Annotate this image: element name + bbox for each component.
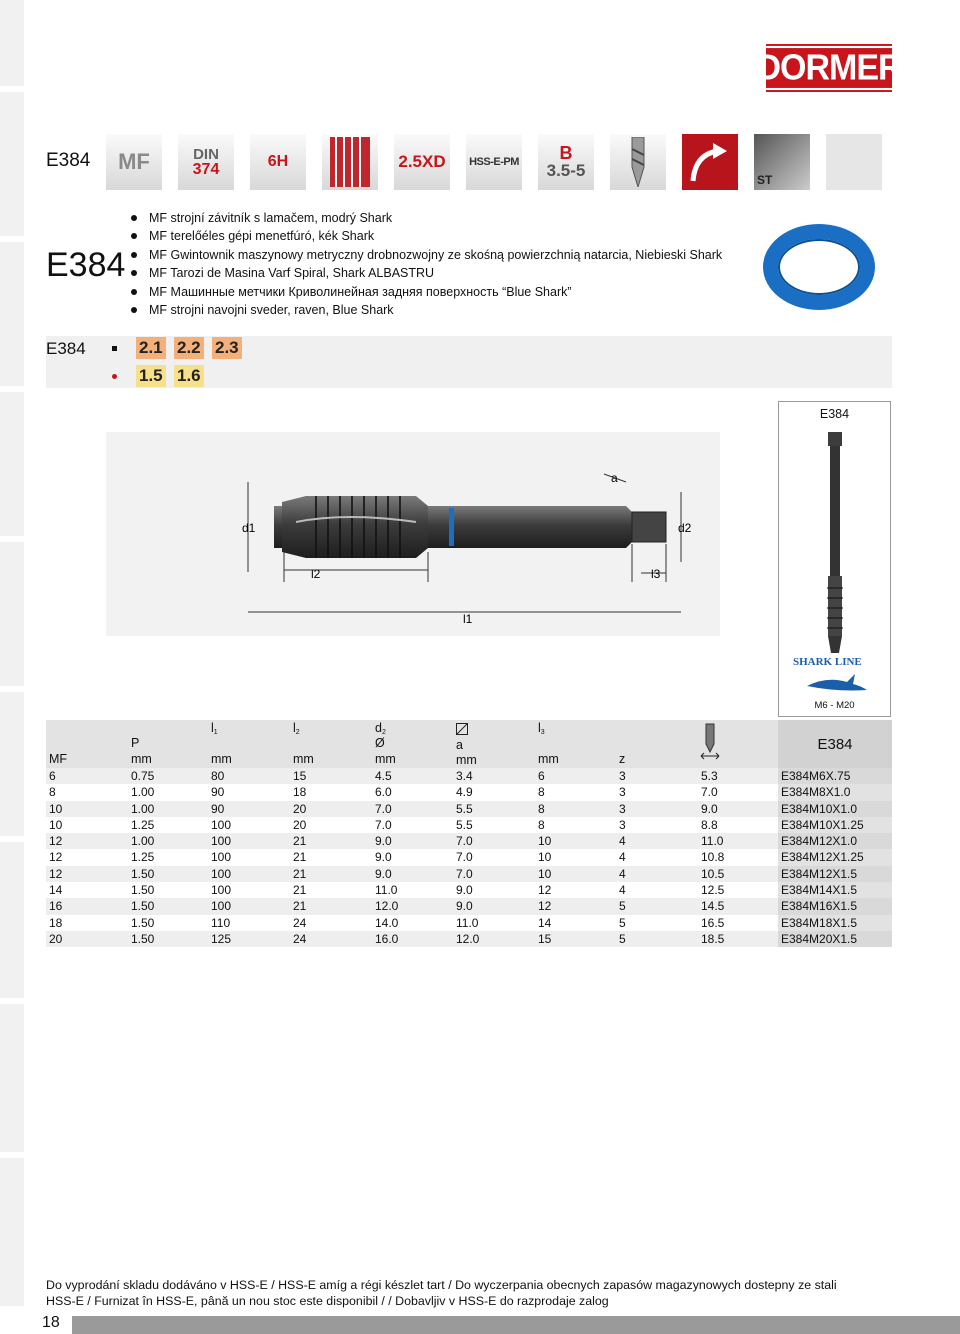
cell-l3: 15 [538, 931, 552, 946]
cell-a: 3.4 [456, 769, 473, 783]
cell-mf: 12 [49, 834, 63, 849]
blank-icon [826, 134, 882, 190]
cell-d2: 4.5 [375, 769, 392, 783]
icon-label: 2.5XD [398, 152, 446, 171]
cell-l2: 21 [293, 834, 307, 849]
cell-mf: 14 [49, 883, 63, 898]
side-tab [0, 1004, 24, 1152]
cell-l1: 100 [211, 899, 232, 914]
description-item: MF terelőéles gépi menetfúró, kék Shark [130, 227, 722, 245]
shark-line-logo: SHARK LINE [793, 656, 862, 668]
cell-mf: 20 [49, 931, 63, 946]
cell-d2: 7.0 [375, 801, 392, 816]
header-d2-text: d [375, 721, 382, 735]
footer-line-2: HSS-E / Furnizat în HSS-E, până un nou stoc este disponibil / / Dobavljiv v HSS-E do razprodaje zalog [46, 1294, 609, 1308]
cell-article: E384M6X.75 [778, 768, 892, 784]
cell-l1: 100 [211, 834, 232, 849]
header-l1-text: l [211, 721, 214, 735]
table-row [46, 801, 892, 817]
blue-ring-image [763, 224, 875, 310]
cell-l1: 100 [211, 817, 232, 832]
cell-z: 4 [619, 883, 626, 898]
cell-drill: 7.0 [701, 785, 718, 800]
cell-l3: 8 [538, 801, 545, 816]
cell-a: 4.9 [456, 785, 473, 800]
header-p: P [131, 736, 140, 750]
table-row [46, 849, 892, 865]
cell-article: E384M10X1.25 [778, 817, 892, 833]
cell-d2: 14.0 [375, 915, 399, 930]
description-item: MF Машинные метчики Криволинейная задняя поверхность “Blue Shark” [130, 283, 722, 301]
cell-z: 3 [619, 801, 626, 816]
icon-label-top: DIN [193, 146, 219, 163]
cell-d2: 9.0 [375, 850, 392, 865]
cell-drill: 16.5 [701, 915, 725, 930]
header-d2-unit: mm [375, 752, 396, 766]
product-side-panel [778, 401, 891, 717]
table-row [46, 784, 892, 800]
side-tab [0, 692, 24, 836]
side-tab [0, 392, 24, 536]
cell-article: E384M12X1.25 [778, 849, 892, 865]
table-row [46, 768, 892, 784]
header-l1 [211, 721, 218, 736]
cell-l1: 100 [211, 883, 232, 898]
table-row [46, 915, 892, 931]
cell-article: E384M14X1.5 [778, 882, 892, 898]
cell-a: 9.0 [456, 883, 473, 898]
cell-z: 4 [619, 866, 626, 881]
table-row [46, 931, 892, 947]
dim-label-d1: d1 [242, 521, 256, 535]
description-list [130, 209, 722, 319]
cell-l3: 12 [538, 883, 552, 898]
cell-article: E384M8X1.0 [778, 784, 892, 800]
header-d2-sub: 2 [381, 729, 386, 736]
cell-l2: 21 [293, 866, 307, 881]
cell-l1: 100 [211, 866, 232, 881]
cell-article: E384M16X1.5 [778, 898, 892, 914]
cell-p: 1.50 [131, 866, 155, 881]
thread-profile-svg [330, 137, 370, 187]
header-l2-unit: mm [293, 752, 314, 766]
cell-l2: 21 [293, 850, 307, 865]
cell-l1: 110 [211, 915, 231, 930]
cell-drill: 14.5 [701, 899, 725, 914]
cell-p: 1.00 [131, 801, 155, 816]
cell-d2: 12.0 [375, 899, 399, 914]
tolerance-icon [250, 134, 306, 190]
right-hand-arrow-icon [682, 134, 738, 190]
cell-p: 1.50 [131, 883, 155, 898]
side-tab [0, 0, 24, 86]
cell-p: 1.25 [131, 817, 155, 832]
header-l3-unit: mm [538, 752, 559, 766]
cell-a: 11.0 [456, 915, 479, 930]
header-z: z [619, 752, 626, 766]
icon-label-bottom: 3.5-5 [546, 161, 586, 180]
cell-z: 4 [619, 850, 626, 865]
cell-drill: 10.8 [701, 850, 725, 865]
cell-article: E384M12X1.0 [778, 833, 892, 849]
material-chip-primary: 2.2 [174, 337, 204, 359]
cell-p: 1.50 [131, 931, 155, 946]
page-number: 18 [42, 1314, 60, 1331]
coating-icon [754, 134, 810, 190]
cell-a: 9.0 [456, 899, 473, 914]
dim-label-a: a [611, 471, 618, 485]
cell-drill: 12.5 [701, 883, 725, 898]
header-a: a [456, 738, 463, 752]
cell-l3: 10 [538, 834, 552, 849]
cell-a: 12.0 [456, 931, 480, 946]
cell-mf: 18 [49, 915, 63, 930]
cell-l3: 8 [538, 817, 545, 832]
cell-z: 3 [619, 769, 626, 783]
cell-article: E384M18X1.5 [778, 915, 892, 931]
cell-article: E384M12X1.5 [778, 866, 892, 882]
dim-label-l1: l1 [463, 612, 473, 626]
header-l3 [538, 721, 545, 736]
cell-a: 7.0 [456, 866, 473, 881]
cell-mf: 8 [49, 785, 56, 800]
side-panel-code: E384 [819, 407, 850, 421]
cell-mf: 10 [49, 817, 63, 832]
cell-z: 5 [619, 915, 626, 930]
cell-l2: 20 [293, 801, 307, 816]
header-l3-text: l [538, 721, 541, 735]
cell-d2: 7.0 [375, 817, 392, 832]
footer-line-1: Do vyprodání skladu dodáváno v HSS-E / HSS-E amíg a régi készlet tart / Do wyczerpania obecnych zapasów magazynowych dostepny ze stali [46, 1278, 837, 1292]
cell-article: E384M10X1.0 [778, 801, 892, 817]
description-item: MF Tarozi de Masina Varf Spiral, Shark ALBASTRU [130, 264, 722, 282]
header-d2 [375, 721, 386, 736]
table-header [46, 720, 892, 768]
icon-label: ST [757, 173, 773, 187]
side-tab [0, 92, 24, 236]
spiral-point-icon [610, 134, 666, 190]
cell-l1: 90 [211, 801, 225, 816]
icon-label-bottom: 374 [192, 161, 220, 178]
cell-z: 3 [619, 785, 626, 800]
header-l1-unit: mm [211, 752, 232, 766]
cell-drill: 11.0 [701, 834, 724, 849]
cell-d2: 16.0 [375, 931, 399, 946]
cell-drill: 9.0 [701, 801, 718, 816]
cell-a: 5.5 [456, 801, 473, 816]
cell-l3: 8 [538, 785, 545, 800]
cell-l2: 21 [293, 883, 307, 898]
cell-mf: 16 [49, 899, 63, 914]
size-range: M6 - M20 [814, 700, 855, 711]
footer-note [46, 1277, 906, 1309]
cell-l2: 24 [293, 931, 307, 946]
dim-label-l2: l2 [311, 567, 321, 581]
cell-drill: 18.5 [701, 931, 725, 946]
cell-l1: 80 [211, 769, 225, 783]
dormer-logo [756, 44, 902, 92]
icon-label: 6H [267, 153, 289, 170]
thread-profile-icon [322, 134, 378, 190]
cell-z: 5 [619, 931, 626, 946]
cell-p: 1.00 [131, 834, 155, 849]
product-table [46, 768, 892, 947]
table-row [46, 817, 892, 833]
cell-a: 7.0 [456, 850, 473, 865]
drill-diameter-icon [699, 722, 721, 760]
header-p-unit: mm [131, 752, 152, 766]
header-l2-text: l [293, 721, 296, 735]
secondary-dot-icon [112, 374, 117, 379]
side-tab [0, 242, 24, 386]
description-item: MF strojní závitník s lamačem, modrý Shark [130, 209, 722, 227]
cell-l2: 18 [293, 785, 307, 800]
shark-icon [807, 672, 867, 692]
material-chip-primary: 2.1 [136, 337, 166, 359]
material-chip-secondary: 1.5 [136, 365, 166, 387]
logo-text: DORMER [748, 46, 909, 90]
cell-l1: 90 [211, 785, 225, 800]
description-item: MF Gwintownik maszynowy metryczny drobnozwojny ze skośną powierzchnią natarcia, Niebieski Shark [130, 246, 722, 264]
cell-l3: 10 [538, 866, 552, 881]
material-chip-secondary: 1.6 [174, 365, 204, 387]
cell-a: 5.5 [456, 817, 473, 832]
cell-l2: 21 [293, 899, 307, 914]
cell-drill: 10.5 [701, 866, 725, 881]
material-chip-primary: 2.3 [212, 337, 242, 359]
cell-d2: 9.0 [375, 866, 392, 881]
primary-square-icon [112, 346, 117, 351]
header-l2 [293, 721, 300, 736]
cell-mf: 12 [49, 850, 63, 865]
vertical-tap-svg [779, 428, 892, 678]
cell-l1: 125 [211, 931, 232, 946]
cell-a: 7.0 [456, 834, 473, 849]
table-row [46, 866, 892, 882]
header-l3-sub: 3 [540, 729, 545, 736]
cell-mf: 6 [49, 769, 56, 783]
feature-icon-row [106, 134, 882, 190]
header-d2-symbol: Ø [375, 736, 385, 750]
side-tab [0, 542, 24, 686]
cell-article: E384M20X1.5 [778, 931, 892, 947]
cell-p: 1.50 [131, 915, 155, 930]
spiral-point-svg [623, 137, 653, 187]
material-code: E384 [46, 339, 86, 358]
cell-l1: 100 [211, 850, 232, 865]
tap-drawing-svg [106, 432, 720, 636]
shank-icon [538, 134, 594, 190]
dim-label-d2: d2 [678, 521, 692, 535]
product-code-header: E384 [46, 150, 91, 171]
square-drive-icon [456, 723, 468, 735]
arrow-svg [685, 137, 735, 187]
cell-p: 1.50 [131, 899, 155, 914]
dim-label-l3: l3 [651, 567, 661, 581]
depth-icon [394, 134, 450, 190]
cell-z: 5 [619, 899, 626, 914]
header-l1-sub: 1 [213, 729, 218, 736]
cell-l3: 10 [538, 850, 552, 865]
cell-p: 0.75 [131, 769, 155, 783]
icon-label: MF [118, 149, 150, 174]
cell-l3: 14 [538, 915, 552, 930]
cell-l2: 15 [293, 769, 307, 783]
header-mf: MF [49, 752, 68, 766]
cell-d2: 9.0 [375, 834, 392, 849]
table-row [46, 898, 892, 914]
din-standard-icon [178, 134, 234, 190]
cell-mf: 10 [49, 801, 63, 816]
cell-mf: 12 [49, 866, 63, 881]
mf-thread-icon [106, 134, 162, 190]
header-article-code: E384 [778, 720, 892, 768]
cell-z: 3 [619, 817, 626, 832]
cell-l2: 20 [293, 817, 307, 832]
table-row [46, 882, 892, 898]
cell-drill: 8.8 [701, 817, 718, 832]
cell-d2: 6.0 [375, 785, 392, 800]
bottom-bar [72, 1316, 960, 1334]
description-item: MF strojni navojni sveder, raven, Blue Shark [130, 301, 722, 319]
cell-p: 1.25 [131, 850, 155, 865]
table-row [46, 833, 892, 849]
cell-z: 4 [619, 834, 626, 849]
cell-l2: 24 [293, 915, 307, 930]
icon-label: HSS-E-PM [469, 156, 519, 168]
material-icon [466, 134, 522, 190]
cell-p: 1.00 [131, 785, 155, 800]
cell-d2: 11.0 [375, 883, 398, 898]
tap-technical-drawing [106, 432, 720, 636]
material-panel [46, 336, 892, 388]
header-l2-sub: 2 [295, 729, 300, 736]
side-tab [0, 842, 24, 998]
cell-l3: 12 [538, 899, 552, 914]
cell-drill: 5.3 [701, 769, 718, 783]
product-code-large: E384 [46, 246, 126, 284]
side-tab [0, 1158, 24, 1306]
cell-l3: 6 [538, 769, 545, 783]
header-a-unit: mm [456, 753, 477, 767]
icon-label-top: B [559, 143, 573, 163]
